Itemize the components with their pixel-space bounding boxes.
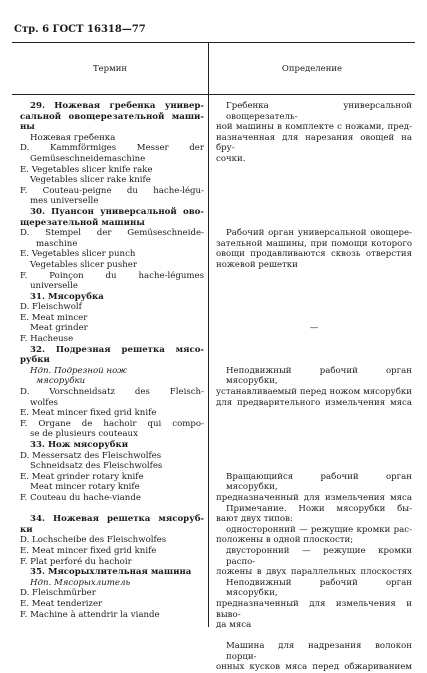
term-line: 34. Ножевая решетка мясоруб- — [30, 514, 204, 525]
term-line: Ндп. Подрезной нож — [30, 365, 128, 376]
definition-line: предназначенный для измельчения мяса — [216, 492, 412, 503]
definition-line: Примечание. Ножи мясорубки бы- — [226, 503, 412, 514]
definition-line — [216, 271, 412, 282]
term-line: E. Meat mincer fixed grid knife — [20, 408, 157, 419]
term-line: щерезательной машины — [20, 217, 145, 228]
definition-line — [216, 292, 412, 303]
term-line: мясорубки — [36, 376, 86, 387]
definition-line: Неподвижный рабочий орган мясорубки, — [226, 577, 412, 599]
definition-line — [216, 440, 412, 451]
term-line: universelle — [30, 281, 78, 292]
term-line: Vegetables slicer pusher — [30, 259, 137, 270]
column-divider — [208, 95, 209, 627]
term-line: сальной овощерезательной маши- — [20, 111, 204, 122]
page-header: Стр. 6 ГОСТ 16318—77 — [14, 24, 146, 35]
term-line: ки — [20, 524, 33, 535]
definition-line — [216, 196, 412, 207]
definition-line — [216, 281, 412, 292]
definition-line — [216, 429, 412, 440]
term-line: D. Stempel der Gemüseschneide- — [20, 228, 204, 239]
term-line: 29. Ножевая гребенка универ- — [30, 101, 204, 111]
term-line: D. Fleischwolf — [20, 302, 82, 313]
definition-line: да мяса — [216, 620, 252, 631]
column-header-terms: Термин — [12, 43, 208, 95]
definition-line: двусторонний — режущие кромки распо- — [226, 545, 412, 567]
term-line: E. Meat mincer — [20, 312, 88, 323]
term-line: E. Vegetables slicer punch — [20, 249, 136, 260]
definition-line — [216, 302, 412, 313]
definition-line: Гребенка универсальной овощерезатель- — [226, 101, 412, 122]
term-line: 31. Мясорубка — [30, 291, 104, 302]
definition-line: положены в одной плоскости; — [216, 535, 354, 546]
term-line: D. Fleischmürber — [20, 588, 96, 599]
column-header-definitions: Определение — [208, 43, 415, 95]
definition-line: для предварительного измельчения мяса — [216, 397, 412, 408]
definition-line: вают двух типов: — [216, 514, 293, 525]
term-line: maschine — [36, 238, 78, 249]
terms-column — [20, 101, 204, 620]
term-line: E. Meat tenderizer — [20, 598, 103, 609]
definition-line: сочки. — [216, 153, 246, 164]
definition-line: назначенная для нарезания овощей на бру- — [216, 132, 412, 154]
definition-line — [216, 631, 412, 642]
term-line: Meat mincer rotary knife — [30, 482, 140, 493]
term-line: F. Plat perforé du hachoir — [20, 556, 132, 567]
definition-line — [216, 345, 412, 356]
terms-table — [12, 42, 415, 673]
term-line: рубки — [20, 355, 50, 366]
term-line: F. Machine à attendrir la viande — [20, 609, 160, 620]
definition-line — [216, 207, 412, 218]
definition-line: устанавливаемый перед ножом мясорубки — [216, 387, 412, 398]
definition-line: ной машины в комплекте с ножами, пред- — [216, 122, 412, 133]
definition-line: ножевой решетки — [216, 259, 298, 270]
term-line: D. Lochscheibe des Fleischwolfes — [20, 535, 167, 546]
definition-line — [216, 451, 412, 462]
term-line: F. Couteau-peigne du hache-légu- — [20, 185, 204, 196]
definition-line — [216, 175, 412, 186]
term-line: 33. Нож мясорубки — [30, 440, 129, 450]
definition-line: односторонний — режущие кромки рас- — [226, 524, 412, 535]
term-line: se de plusieurs couteaux — [30, 429, 138, 440]
term-line: Gemüseschneidemaschine — [30, 153, 146, 164]
definition-line — [216, 313, 412, 324]
definition-line: ложены в двух параллельных плоскостях — [216, 567, 412, 578]
definition-line: овощи продавливаются сквозь отверстия — [216, 249, 412, 260]
term-line: E. Meat grinder rotary knife — [20, 471, 144, 482]
definition-line — [216, 165, 412, 176]
term-line: Vegetables slicer rake knife — [30, 175, 151, 186]
definition-line — [216, 355, 412, 366]
term-line: F. Poinçon du hache-légumes — [20, 270, 204, 281]
definition-line — [216, 461, 412, 472]
definition-line — [216, 334, 412, 345]
definition-line: Машина для надрезания волокон порци- — [226, 641, 412, 662]
term-line: wolfes — [30, 397, 58, 408]
term-line: F. Couteau du hache-viande — [20, 492, 141, 503]
definition-line: онных кусков мяса перед обжариванием — [216, 662, 412, 673]
term-line: E. Vegetables slicer knife rake — [20, 164, 153, 175]
term-line — [20, 504, 204, 515]
term-line: 30. Пуансон универсальной ово- — [30, 206, 204, 217]
term-line: Schneidsatz des Fleischwolfes — [30, 461, 163, 472]
term-line: E. Meat mincer fixed grid knife — [20, 545, 157, 556]
term-line: D. Kammförmiges Messer der — [20, 143, 204, 154]
term-line: 35. Мясорыхлительная машина — [30, 567, 192, 578]
definition-line — [216, 218, 412, 229]
term-line: 32. Подрезная решетка мясо- — [30, 344, 204, 355]
term-line: Ндп. Мясорыхлитель — [30, 577, 131, 588]
definition-line: — — [309, 323, 319, 334]
definition-line — [216, 408, 412, 419]
definition-line — [216, 419, 412, 430]
term-line: F. Organe de hachoir qui compo- — [20, 418, 204, 429]
term-line: F. Hacheuse — [20, 334, 74, 345]
term-line: D. Vorschneidsatz des Fleisch- — [20, 387, 204, 398]
term-line: Meat grinder — [30, 323, 88, 334]
definition-line: Неподвижный рабочий орган мясорубки, — [226, 365, 412, 387]
term-line: D. Messersatz des Fleischwolfes — [20, 450, 162, 461]
term-line: Ножевая гребенка — [30, 132, 116, 143]
definition-line: Рабочий орган универсальной овощере- — [226, 228, 412, 239]
definition-line: предназначенный для измельчения и выво- — [216, 598, 412, 620]
term-line: mes universelle — [30, 196, 99, 207]
definition-line — [216, 186, 412, 197]
term-line: ны — [20, 122, 35, 133]
definition-line: Вращающийся рабочий орган мясорубки, — [226, 471, 412, 493]
definition-line: зательной машины, при помощи которого — [216, 238, 412, 249]
definitions-column — [216, 101, 412, 673]
